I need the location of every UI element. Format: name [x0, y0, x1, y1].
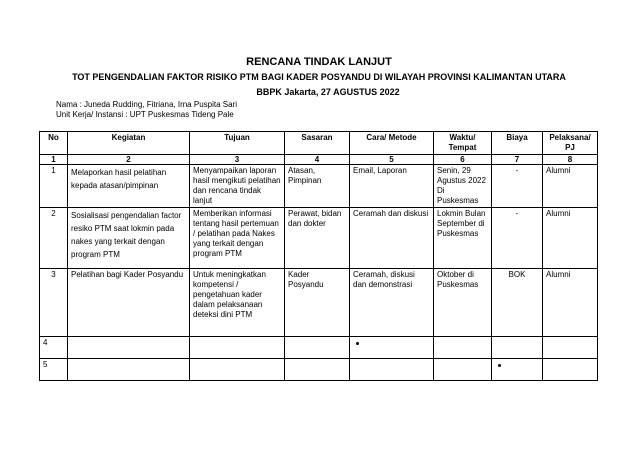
col-header-waktu: Waktu/ Tempat [434, 132, 492, 155]
cell-pelaksana [543, 337, 598, 359]
cell-waktu [434, 337, 492, 359]
cell-sasaran: Perawat, bidan dan dokter [285, 208, 350, 269]
cell-kegiatan [68, 359, 190, 381]
cell-tujuan: Menyampaikan laporan hasil mengikuti pelatihan dan rencana tindak lanjut [190, 165, 285, 208]
column-number: 8 [543, 155, 598, 165]
table-row [40, 359, 598, 381]
cell-kegiatan: Sosialisasi pengendalian factor resiko PTM saat lokmin pada nakes yang terkait dengan program PTM [68, 208, 190, 269]
document-place-date: BBPK Jakarta, 27 AGUSTUS 2022 [256, 87, 400, 97]
col-header-biaya: Biaya [492, 132, 543, 155]
cell-no: 1 [40, 165, 68, 208]
col-header-tujuan: Tujuan [190, 132, 285, 155]
cell-biaya: BOK [492, 269, 543, 337]
cell-tujuan: Untuk meningkatkan kompetensi / pengetahuan kader dalam pelaksanaan deteksi dini PTM [190, 269, 285, 337]
cell-tujuan: Memberikan informasi tentang hasil pertemuan / pelatihan pada Nakes yang terkait dengan program PTM [190, 208, 285, 269]
col-header-kegiatan: Kegiatan [68, 132, 190, 155]
bullet-icon [498, 364, 501, 367]
column-number: 1 [40, 155, 68, 165]
column-number-row [40, 155, 598, 165]
col-header-pelaksana: Pelaksana/ PJ [543, 132, 598, 155]
participant-info [56, 100, 237, 120]
cell-waktu: Oktober di Puskesmas [434, 269, 492, 337]
cell-metode [350, 359, 434, 381]
column-number: 5 [350, 155, 434, 165]
table-header-row [40, 132, 598, 155]
participant-names: Nama : Juneda Rudding, Fitriana, Irna Puspita Sari [56, 100, 237, 109]
col-header-no: No [40, 132, 68, 155]
participant-unit: Unit Kerja/ Instansi : UPT Puskesmas Tideng Pale [56, 110, 234, 119]
cell-kegiatan: Melaporkan hasil pelatihan kepada atasan/pimpinan [68, 165, 190, 208]
cell-tujuan [190, 359, 285, 381]
cell-pelaksana: Alumni [543, 269, 598, 337]
table-row [40, 269, 598, 337]
cell-metode [350, 337, 434, 359]
cell-no: 4 [40, 337, 68, 359]
cell-kegiatan [68, 337, 190, 359]
cell-waktu: Lokmin Bulan September di Puskesmas [434, 208, 492, 269]
cell-pelaksana: Alumni [543, 208, 598, 269]
cell-biaya [492, 359, 543, 381]
cell-metode: Ceramah, diskusi dan demonstrasi [350, 269, 434, 337]
col-header-metode: Cara/ Metode [350, 132, 434, 155]
cell-biaya: - [492, 208, 543, 269]
cell-waktu: Senin, 29 Agustus 2022 Di Puskesmas [434, 165, 492, 208]
col-header-sasaran: Sasaran [285, 132, 350, 155]
action-plan-table [39, 131, 598, 381]
cell-biaya: - [492, 165, 543, 208]
cell-no: 3 [40, 269, 68, 337]
cell-sasaran: Atasan, Pimpinan [285, 165, 350, 208]
column-number: 3 [190, 155, 285, 165]
document-title: RENCANA TINDAK LANJUT [246, 56, 392, 68]
column-number: 4 [285, 155, 350, 165]
cell-pelaksana [543, 359, 598, 381]
column-number: 2 [68, 155, 190, 165]
cell-no: 2 [40, 208, 68, 269]
cell-kegiatan: Pelatihan bagi Kader Posyandu [68, 269, 190, 337]
cell-metode: Email, Laporan [350, 165, 434, 208]
cell-tujuan [190, 337, 285, 359]
cell-waktu [434, 359, 492, 381]
column-number: 6 [434, 155, 492, 165]
column-number: 7 [492, 155, 543, 165]
table-row [40, 208, 598, 269]
cell-sasaran: Kader Posyandu [285, 269, 350, 337]
cell-sasaran [285, 359, 350, 381]
document-subtitle: TOT PENGENDALIAN FAKTOR RISIKO PTM BAGI KADER POSYANDU DI WILAYAH PROVINSI KALIMANTAN UTARA [72, 72, 566, 82]
cell-sasaran [285, 337, 350, 359]
bullet-icon [356, 342, 359, 345]
table-row [40, 165, 598, 208]
cell-pelaksana: Alumni [543, 165, 598, 208]
document-header [0, 55, 638, 98]
cell-no: 5 [40, 359, 68, 381]
cell-biaya [492, 337, 543, 359]
cell-metode: Ceramah dan diskusi [350, 208, 434, 269]
table-row [40, 337, 598, 359]
